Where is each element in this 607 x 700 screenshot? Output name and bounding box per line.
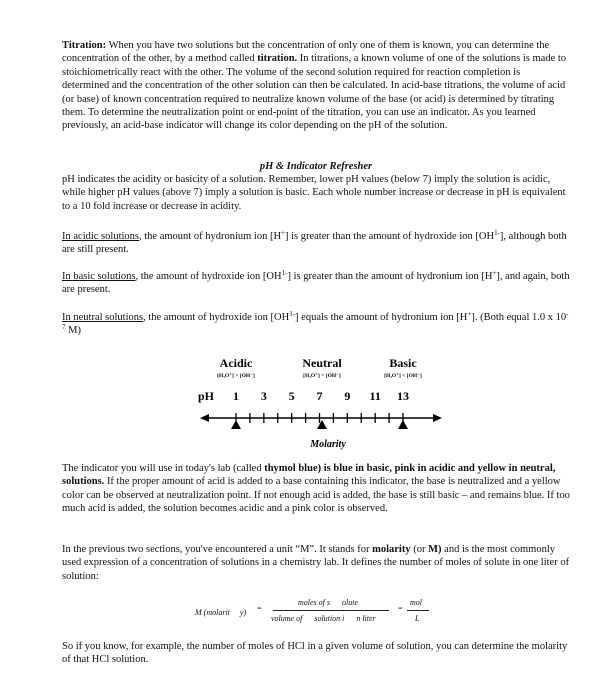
indicator-text-2: If the proper amount of acid is added to a base containing this indicator, the base is neutralized and a yellow color can be observed at neutralization point. If not enough acid is added, the base is still basic – and remains blue. If too much acid is added, the solution becomes acidic and a pink color is observed. <box>62 476 570 515</box>
acidic-text-2: ] is greater than the amount of hydroxide ion [OH <box>284 231 495 242</box>
formula-unit-numerator: mol <box>410 598 422 607</box>
titration-heading: Titration: <box>62 40 107 51</box>
ph-tick-label-11: 11 <box>369 389 381 403</box>
indicator-bold-1: thymol blue) is blue in basic, pink in acidic and yellow in neutral, solutions. <box>62 463 556 488</box>
neutral-text-2: ] equals the amount of hydronium ion [H <box>295 312 468 323</box>
neutral-sup-2: + <box>467 310 472 318</box>
formula-equals: = <box>257 604 262 613</box>
formula-unit-bar <box>407 610 429 611</box>
acidic-label-scale: Acidic <box>219 356 253 370</box>
indicator-text-1: The indicator you will use in today's lab (called <box>62 463 265 474</box>
molarity-text-3: and is the most commonly used expression of a concentration of solutions in a chemistry lab. It defines the number of moles of solute in one liter of solution: <box>62 544 570 582</box>
titration-text-2: In titrations, a known volume of one of the solutions is made to stoichiometrically react with the other. The volume of the second solution required for reaction completion is determined and the concentration of the other solution can then be calculated. In acid-base titrations, the volume of acid (or base) of known concentration required to neutralize known volume of the base (or acid) is determined by titrating them. To determine the neutralization point or end-point of the titration, you can use an indicator. As you learned previously, an acid-base indicator will change its color depending on the pH of the solution. <box>62 53 567 132</box>
molarity-text-1: In the previous two sections, you've encountered a unit “M”. It stands for <box>62 544 373 555</box>
scale-caption: Molarity <box>310 439 346 450</box>
neutral-sup-3: -7 <box>62 310 569 332</box>
basic-pointer-icon <box>398 420 408 429</box>
refresher-paragraph: pH indicates the acidity or basicity of a solution. Remember, lower pH values (below 7) imply the solution is acidic, while higher pH values (above 7) imply a solution is basic. Each whole number increase or decrease in pH is equivalent to a 10 fold increase or decrease in acidity. <box>62 174 566 212</box>
basic-sup-2: + <box>492 269 497 277</box>
basic-text-3: ], and again, both are present. <box>62 271 570 296</box>
basic-text-1: , the amount of hydroxide ion [OH <box>135 271 282 282</box>
neutral-text-4: M) <box>65 325 81 337</box>
formula-numerator: moles of s olute <box>298 598 358 607</box>
acidic-sup-2: 1- <box>494 229 500 237</box>
indicator-paragraph <box>62 462 570 516</box>
formula-unit-denominator: L <box>415 614 420 623</box>
ph-tick-label-7: 7 <box>316 389 323 403</box>
basic-text-2: ] is greater than the amount of hydronium ion [H <box>287 271 493 282</box>
formula-lhs: M (molarit y) <box>195 608 247 617</box>
tick-labels <box>233 389 409 403</box>
acidic-paragraph <box>62 230 570 257</box>
ph-tick-label-3: 3 <box>260 389 267 403</box>
molarity-paragraph <box>62 543 570 583</box>
ph-tick-label-9: 9 <box>344 389 351 403</box>
ph-tick-label-1: 1 <box>233 389 239 403</box>
basic-paragraph <box>62 270 570 297</box>
neutral-text-3: ]. (Both equal 1.0 x 10 <box>471 312 567 323</box>
acidic-label: In acidic solutions <box>62 231 139 242</box>
titration-bold-word: titration. <box>257 53 298 65</box>
molarity-text-2: (or <box>410 544 429 555</box>
closing-paragraph: So if you know, for example, the number of moles of HCl in a given volume of solution, you can determine the molarity of that HCl solution. <box>62 641 568 666</box>
acidic-text-3: ], although both are still present. <box>62 231 567 256</box>
formula-equals-2: = <box>398 604 403 613</box>
ph-label: pH <box>198 389 215 403</box>
acidic-sup-1: + <box>281 229 285 237</box>
neutral-text-1: , the amount of hydroxide ion [OH <box>143 312 290 323</box>
basic-sup-1: 1- <box>281 269 288 277</box>
acidic-pointer-icon <box>231 420 241 429</box>
ph-tick-label-5: 5 <box>288 389 295 403</box>
neutral-sup-1: 1- <box>289 310 296 318</box>
titration-text-1: When you have two solutions but the concentration of only one of them is known, you can determine the concentration of the other, by a method called <box>62 40 550 65</box>
neutral-pointer-icon <box>317 420 327 429</box>
titration-paragraph <box>62 39 570 133</box>
acidic-text-1: , the amount of hydronium ion [H <box>139 231 282 242</box>
molarity-formula <box>195 595 445 635</box>
basic-label: In basic solutions <box>62 271 136 282</box>
molarity-bold-2: M) <box>428 544 442 555</box>
formula-denominator: volume of solution i n liter <box>271 614 376 623</box>
neutral-sub-scale: [H₃O⁺] = [OH⁻] <box>303 373 341 379</box>
acidic-sub-scale: [H₃O⁺] > [OH⁻] <box>217 373 255 379</box>
molarity-bold-1: molarity <box>372 544 411 555</box>
basic-label-scale: Basic <box>389 356 417 370</box>
neutral-paragraph <box>62 311 570 338</box>
refresher-title: pH & Indicator Refresher <box>259 161 373 172</box>
right-arrow-icon <box>433 414 442 422</box>
ph-scale-diagram <box>196 355 446 455</box>
basic-sub-scale: [H₃O⁺] < [OH⁻] <box>384 373 422 379</box>
neutral-label-scale: Neutral <box>302 356 342 370</box>
neutral-label: In neutral solutions <box>62 312 144 323</box>
left-arrow-icon <box>200 414 209 422</box>
ph-tick-label-13: 13 <box>397 389 409 403</box>
formula-fraction-bar <box>273 610 389 611</box>
